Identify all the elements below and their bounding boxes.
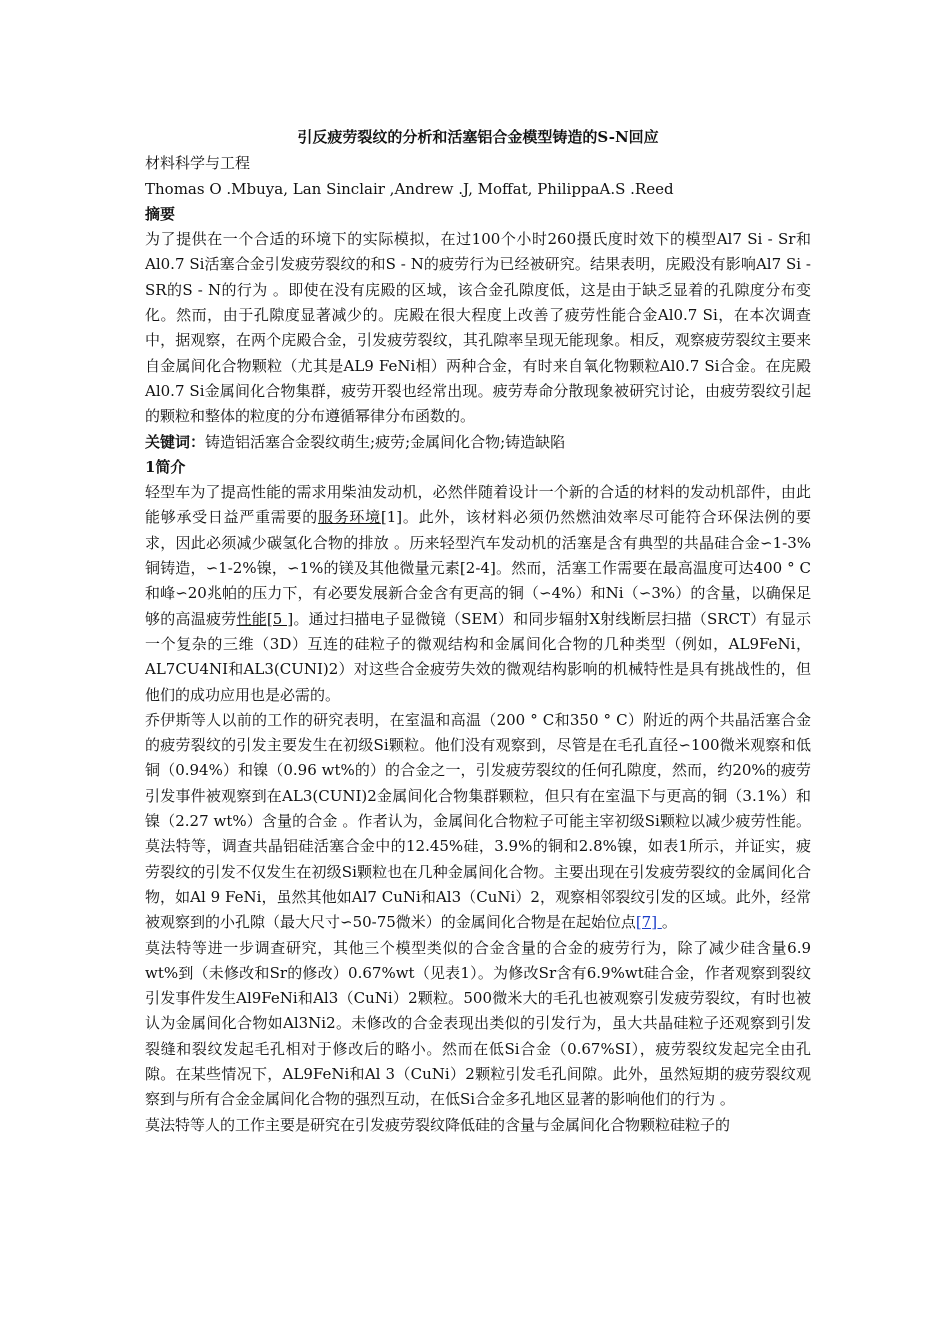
paper-title: 引反疲劳裂纹的分析和活塞铝合金模型铸造的S-N回应 (297, 128, 659, 146)
para1-text-c: 。通过扫描电子显微镜（SEM）和同步辐射X射线断层扫描（SRCT）有显示一个复杂的三维（3D）互连的硅粒子的微观结构和金属间化合物的几种类型（例如，AL9FeNi，AL7CU4NI和AL3(CUNI)2）对这些合金疲劳失效的微观结构影响的机械特性是具有挑战性的，但他们的成功应用也是必需的。 (145, 609, 811, 704)
intro-paragraph-1 (145, 480, 811, 708)
reference-7-link[interactable]: [7] (635, 913, 662, 932)
paper-authors: Thomas O .Mbuya, Lan Sinclair ,Andrew .J, Moffat, PhilippaA.S .Reed (145, 179, 674, 198)
paper-subject: 材料科学与工程 (145, 154, 251, 173)
keywords-line (145, 430, 811, 455)
service-environment-link[interactable]: 服务环境 (317, 508, 381, 527)
intro-paragraph-2 (145, 708, 811, 936)
para2-text-b: 。 (661, 913, 677, 932)
abstract-heading: 摘要 (145, 204, 176, 223)
keywords-text: 铸造铝活塞合金裂纹萌生;疲劳;金属间化合物;铸造缺陷 (205, 432, 566, 451)
intro-paragraph-4: 莫法特等人的工作主要是研究在引发疲劳裂纹降低硅的含量与金属间化合物颗粒硅粒子的 (145, 1115, 731, 1134)
para1-text-b: [1]。此外，该材料必须仍然燃油效率尽可能符合环保法例的要求，因此必须减少碳氢化合物的排放 。历来轻型汽车发动机的活塞是含有典型的共晶硅合金∽1-3%铜铸造，∽1-2%镍，∽1%的镁及其他微量元素[2-4]。然而，活塞工作需要在最高温度可达400 ° C和峰∽20兆帕的压力下，有必要发展新合金含有更高的铜（∽4%）和Ni（∽3%）的含量，以确保足够的高温疲劳 (145, 508, 811, 628)
para1-text-a: 轻型车为了提高性能的需求用柴油发动机，必然伴随着设计一个新的合适的材料的发动机部件，由此能够承受日益严重需要的 (145, 483, 811, 527)
abstract-paragraph: 为了提供在一个合适的环境下的实际模拟，在过100个小时260摄氏度时效下的模型Al7 Si - Sr和Al0.7 Si活塞合金引发疲劳裂纹的和S - N的疲劳行为已经被研究。结果表明，庑殿没有影响Al7 Si - SR的S - N的行为 。即使在没有庑殿的区域，该合金孔隙度低，这是由于缺乏显着的孔隙度分布变化。然而，由于孔隙度显著减少的。庑殿在很大程度上改善了疲劳性能合金Al0.7 Si，在本次调查中，据观察，在两个庑殿合金，引发疲劳裂纹，其孔隙率呈现无能现象。相反，观察疲劳裂纹主要来自金属间化合物颗粒（尤其是AL9 FeNi相）两种合金，有时来自氧化物颗粒Al0.7 Si合金。在庑殿Al0.7 Si金属间化合物集群，疲劳开裂也经常出现。疲劳寿命分散现象被研究讨论，由疲劳裂纹引起的颗粒和整体的粒度的分布遵循幂律分布函数的。 (145, 230, 811, 426)
intro-paragraph-3: 莫法特等进一步调查研究，其他三个模型类似的合金含量的合金的疲劳行为，除了减少硅含量6.9 wt%到（未修改和Sr的修改）0.67%wt（见表1）。为修改Sr含有6.9%wt硅合金，作者观察到裂纹引发事件发生Al9FeNi和Al3（CuNi）2颗粒。500微米大的毛孔也被观察引发疲劳裂纹，有时也被认为金属间化合物如Al3Ni2。未修改的合金表现出类似的引发行为，虽大共晶硅粒子还观察到引发裂缝和裂纹发起毛孔相对于修改后的略小。然而在低Si合金（0.67%SI），疲劳裂纹发起完全由孔隙。在某些情况下，AL9FeNi和Al 3（CuNi）2颗粒引发毛孔间隙。此外，虽然短期的疲劳裂纹观察到与所有合金金属间化合物的强烈互动，在低Si合金多孔地区显著的影响他们的行为 。 (145, 938, 811, 1109)
document-body (145, 125, 811, 1138)
performance-ref-link[interactable]: 性能[5 ] (236, 609, 294, 628)
para2-text-a: 乔伊斯等人以前的工作的研究表明，在室温和高温（200 ° C和350 ° C）附近的两个共晶活塞合金的疲劳裂纹的引发主要发生在初级Si颗粒。他们没有观察到，尽管是在毛孔直径∽100微米观察和低铜（0.94%）和镍（0.96 wt%的）的合金之一，引发疲劳裂纹的任何孔隙度，然而，约20%的疲劳引发事件被观察到在AL3(CUNI)2金属间化合物集群颗粒，但只有在室温下与更高的铜（3.1%）和镍（2.27 wt%）含量的合金 。作者认为，金属间化合物粒子可能主宰初级Si颗粒以减少疲劳性能。莫法特等，调查共晶铝硅活塞合金中的12.45%硅，3.9%的铜和2.8%镍，如表1所示，并证实，疲劳裂纹的引发不仅发生在初级Si颗粒也在几种金属间化合物。主要出现在引发疲劳裂纹的金属间化合物，如Al 9 FeNi，虽然其他如Al7 CuNi和Al3（CuNi）2，观察相邻裂纹引发的区域。此外，经常被观察到的小孔隙（最大尺寸∽50-75微米）的金属间化合物是在起始位点 (145, 710, 811, 932)
keywords-label: 关键词： (145, 432, 206, 451)
section-heading-introduction: 1简介 (145, 457, 186, 476)
